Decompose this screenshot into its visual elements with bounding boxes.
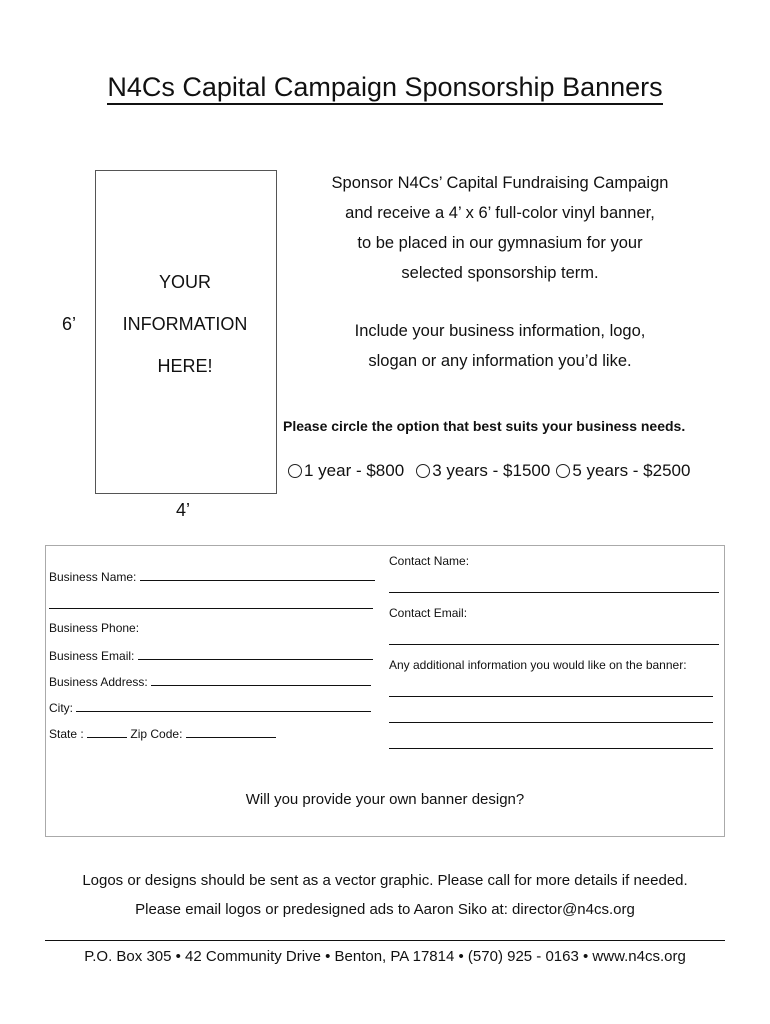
intro-paragraph-2 bbox=[285, 316, 715, 376]
field-label: City: bbox=[49, 701, 73, 715]
option-5-years[interactable] bbox=[556, 461, 690, 481]
additional-info-line[interactable] bbox=[389, 748, 713, 749]
intro-paragraph bbox=[285, 168, 715, 288]
page-title: N4Cs Capital Campaign Sponsorship Banners bbox=[0, 72, 770, 103]
intro-line: and receive a 4’ x 6’ full-color vinyl banner, bbox=[345, 204, 655, 222]
additional-info-line[interactable] bbox=[389, 696, 713, 697]
banner-width-label: 4’ bbox=[176, 500, 191, 520]
business-address-field[interactable] bbox=[49, 673, 371, 689]
banner-text-3: HERE! bbox=[157, 356, 213, 376]
radio-circle-icon[interactable] bbox=[556, 464, 570, 478]
option-1-year[interactable] bbox=[288, 461, 404, 481]
intro-line: Sponsor N4Cs’ Capital Fundraising Campaign bbox=[331, 174, 669, 192]
contact-name-label: Contact Name: bbox=[389, 554, 470, 568]
contact-email-line[interactable] bbox=[389, 644, 719, 645]
option-label: 5 years - $2500 bbox=[572, 461, 691, 480]
field-label: State : bbox=[49, 727, 84, 741]
vector-note: Logos or designs should be sent as a vector graphic. Please call for more details if needed. bbox=[82, 872, 688, 889]
circle-instruction: Please circle the option that best suits your business needs. bbox=[283, 418, 686, 434]
footer-divider bbox=[45, 940, 725, 941]
footer-address: P.O. Box 305 • 42 Community Drive • Benton, PA 17814 • (570) 925 - 0163 • www.n4cs.org bbox=[84, 948, 686, 965]
option-label: 3 years - $1500 bbox=[432, 461, 551, 480]
field-label: Business Name: bbox=[49, 570, 137, 584]
business-email-field[interactable] bbox=[49, 647, 373, 663]
intro-line: selected sponsorship term. bbox=[401, 264, 599, 282]
business-phone-field[interactable]: Business Phone: bbox=[49, 621, 140, 635]
intro-line: Include your business information, logo, bbox=[354, 322, 646, 340]
email-note: Please email logos or predesigned ads to Aaron Siko at: director@n4cs.org bbox=[135, 901, 635, 918]
contact-name-line[interactable] bbox=[389, 592, 719, 593]
option-3-years[interactable] bbox=[416, 461, 550, 481]
banner-text-1: YOUR bbox=[158, 272, 211, 292]
additional-info-label: Any additional information you would like on the banner: bbox=[389, 658, 687, 672]
business-name-field[interactable] bbox=[49, 568, 375, 584]
city-field[interactable] bbox=[49, 699, 371, 715]
field-label: Business Email: bbox=[49, 649, 135, 663]
banner-height-label: 6’ bbox=[62, 314, 77, 334]
intro-line: slogan or any information you’d like. bbox=[368, 352, 632, 370]
radio-circle-icon[interactable] bbox=[288, 464, 302, 478]
contact-email-label: Contact Email: bbox=[389, 606, 468, 620]
field-label: Business Address: bbox=[49, 675, 148, 689]
banner-text-2: INFORMATION bbox=[122, 314, 248, 334]
additional-info-line[interactable] bbox=[389, 722, 713, 723]
radio-circle-icon[interactable] bbox=[416, 464, 430, 478]
state-zip-field[interactable] bbox=[49, 725, 276, 741]
intro-line: to be placed in our gymnasium for your bbox=[357, 234, 643, 252]
sponsorship-options bbox=[288, 461, 690, 481]
field-label: Zip Code: bbox=[130, 727, 183, 741]
option-label: 1 year - $800 bbox=[304, 461, 405, 480]
business-name-line-2[interactable] bbox=[49, 608, 373, 609]
banner-design-question: Will you provide your own banner design? bbox=[245, 791, 525, 808]
sponsor-form bbox=[45, 545, 725, 837]
